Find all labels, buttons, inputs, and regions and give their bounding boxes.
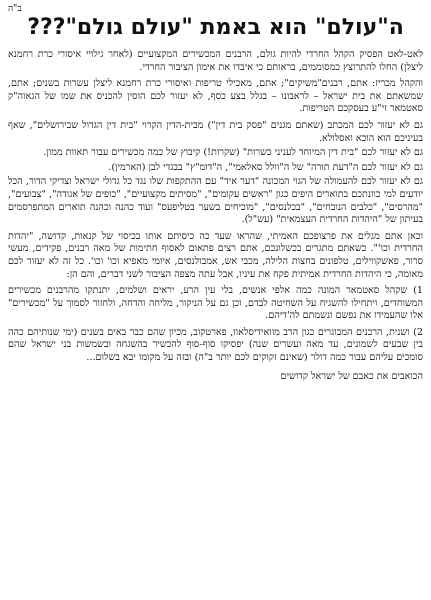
bsd-header: ב"ה: [8, 4, 22, 14]
flyer-title: ה"עולם" הוא באמת "עולם גולם"???: [27, 15, 404, 40]
paragraph-beit-din-letter: גם לא יעזור לכם המכתב (שאתם מגנים "פסק בית דין") מבית-הדין הקרוי "בית דין הגדול שבירושלים", שאף בעיניכם הוא הוכא ואסלולא.: [8, 119, 423, 144]
paragraph-propaganda: גם לא יעזור לכם להעמולה של הגוי המכונה "דער איד" עם ההתקפות שלו נגד כל גדולי ישראל וצדיקי הדור, הכל יודעים למי כוונתכם בתוארים היפים כגון "ראשים עקומים", "מסיתים מקצועיים", "כופים של אגודה", "צבועים", "מהרסים", "כלבים הנובחים", "בכלנסים", "מוכיחים בשער בטליפעס" ועוד כהנה וכהנה תוארים המתפרסמים בעיתון של "היהדות החרדית העצמאית" (עש"ל).: [8, 176, 423, 226]
paragraph-true-face: וכאן אתם מגלים את פרצופכם האמיתי, שהראו שעד כה כיסיתם אותו בכיסוי של קנאות, קדושה, "יהדות החרדית וכו'". כשאתם מתגרים בכשלונכם, אתם רצים פתאום לאסוף חתימות של מאה רבנים, פקידים, מעשי סרור, פאשקווילים, טלפונים בחצות הלילה, מכבי אש, אמבולנסים, איומי מאפיא וכו' וכו'. כל זה לא יעזור לכם מאומה, כי היהדות החרדית אמיתית פקח את עיניו, אבל עתה מצפה הציבור לשני דברים, והם הן:: [8, 230, 423, 280]
paragraph-demand-1: 1) שקהל סאטמאר המונה כמה אלפי אנשים, בלי עין הרע, יראים ושלמים, יתנתקו מהרבנים מכשירים המשוחדים, ויתחילו להשגיח על השחיטה לבדם, וכן גם על הניקור, מליחה והדחה, ולחזור לסמוך על "מכשירים" אלו שהעמידו את נפשם ונשמתם לה'דיהם.: [8, 285, 423, 322]
paragraph-public-declares: והקהל מכריז: אתם, רבנים"משיקים"; אתם, מאכילי טריפות ואיסורי כרת רחמנא ליצלן עשרות בשנים; אתם, שמשאתם את בית ישראל – לראבונו – בגלל בצע כסף, לא יעזור לכם הוסין להכניס את שמו של הגאוה"ק סאטמאר זי"ע בעסקכם הטריפות.: [8, 78, 423, 115]
paragraph-demand-2: 2) ושנית, הרבנים המבוגרים כגון הרב מוואידיסלאוו, פארטקוב, מכיון שהם כבר באים בשנים (ימי שנותיהם כהה בין שבעים לשמונים, עד מאה ועשרים שנה) יפסיקו סוף-סוף להכשיר בהשגחה ובשמשות בני ישראל שהם סומכים עליהם עבור כמה דולר (שאינם זקוקים לכם יותר ב"ה) ובזה על מקומו יבא בשלום...: [8, 326, 423, 364]
paragraph-intro: לאט-לאט הפסיק הקהל החרדי להיות גולם, הרבנים המכשירים המקצועיים (לאחר גילויי איסורי כרת רחמנא ליצלן) החלו להתרוצץ כמסוממים, בראותם כי איבדו את אימון הציבור החרדי.: [8, 49, 423, 73]
flyer-body: [8, 49, 423, 365]
signature: הכואבים את כאבם של ישראל קדושים: [280, 370, 423, 382]
paragraph-kashrut-court: גם לא יעזור לכם "בית דין המיוחד לעניני כשרות" (שקרות!) קיבוץ של כמה מכשירים עבור תאוות ממון.: [43, 147, 423, 159]
paragraph-daat-torah: גם לא יעזור לכם ה"דעת תורה" של ה"וולל סאלאמי", ה"דומ"ץ" בבגדי לבן (הארמין).: [108, 161, 423, 173]
